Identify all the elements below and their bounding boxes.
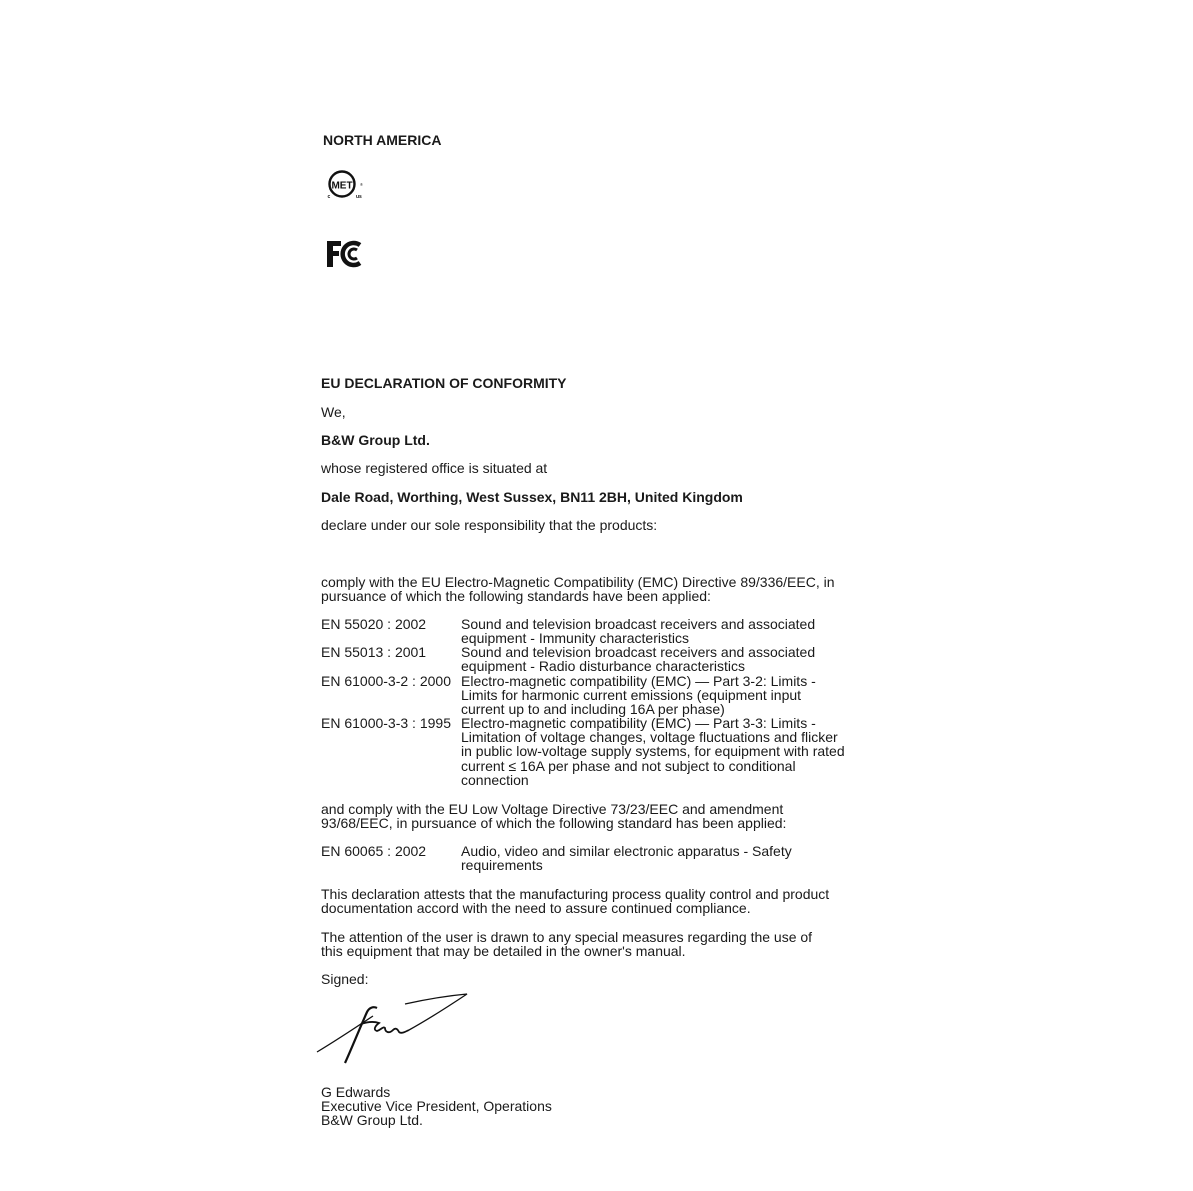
met-logo-us: us [356, 194, 362, 200]
standard-description: Electro-magnetic compatibility (EMC) — Part 3-2: Limits - Limits for harmonic current emissions (equipment input current up to and including 16A per phase) [461, 673, 816, 718]
standard-code: EN 55013 : 2001 [321, 644, 427, 660]
company-name: B&W Group Ltd. [321, 432, 430, 448]
lvd-standard-code: EN 60065 : 2002 [321, 843, 427, 859]
attest-text: This declaration attests that the manufacturing process quality control and product documentation accord with the need to assure continued compliance. [321, 886, 830, 917]
standard-code: EN 61000-3-3 : 1995 [321, 715, 451, 731]
signatory-company: B&W Group Ltd. [321, 1112, 423, 1128]
standard-description: Sound and television broadcast receivers and associated equipment - Immunity characteristics [461, 616, 816, 647]
fcc-logo [326, 239, 366, 269]
met-logo-c: c [327, 194, 331, 200]
attention-text: The attention of the user is drawn to any special measures regarding the use of this equipment that may be detailed in the owner's manual. [321, 929, 813, 960]
standard-code: EN 61000-3-2 : 2000 [321, 673, 451, 689]
north-america-heading: NORTH AMERICA [323, 132, 442, 148]
standard-code: EN 55020 : 2002 [321, 616, 427, 632]
standard-description: Electro-magnetic compatibility (EMC) — Part 3-3: Limits - Limitation of voltage changes, voltage fluctuations and flicker in public low-voltage supply systems, for equipment with rated current ≤ 16A per phase and not subject to conditional connection [461, 715, 845, 788]
eu-declaration-heading: EU DECLARATION OF CONFORMITY [321, 375, 567, 391]
lvd-standard-description: Audio, video and similar electronic apparatus - Safety requirements [461, 843, 792, 874]
emc-intro: comply with the EU Electro-Magnetic Compatibility (EMC) Directive 89/336/EEC, in pursuance of which the following standards have been applied: [321, 574, 835, 605]
met-logo [325, 169, 367, 201]
signed-label: Signed: [321, 971, 369, 987]
signatory-name: G Edwards [321, 1084, 391, 1100]
declare-text: declare under our sole responsibility that the products: [321, 517, 658, 533]
signature [315, 990, 475, 1070]
met-logo-registered: ® [360, 182, 363, 187]
standard-description: Sound and television broadcast receivers and associated equipment - Radio disturbance characteristics [461, 644, 816, 675]
office-intro: whose registered office is situated at [321, 460, 548, 476]
met-logo-text: MET [331, 180, 353, 192]
lvd-intro: and comply with the EU Low Voltage Directive 73/23/EEC and amendment 93/68/EEC, in pursuance of which the following standard has been applied: [321, 801, 787, 832]
we-text: We, [321, 404, 346, 420]
signatory-title: Executive Vice President, Operations [321, 1098, 552, 1114]
fcc-logo-text: FC [326, 239, 328, 240]
company-address: Dale Road, Worthing, West Sussex, BN11 2BH, United Kingdom [321, 489, 743, 505]
